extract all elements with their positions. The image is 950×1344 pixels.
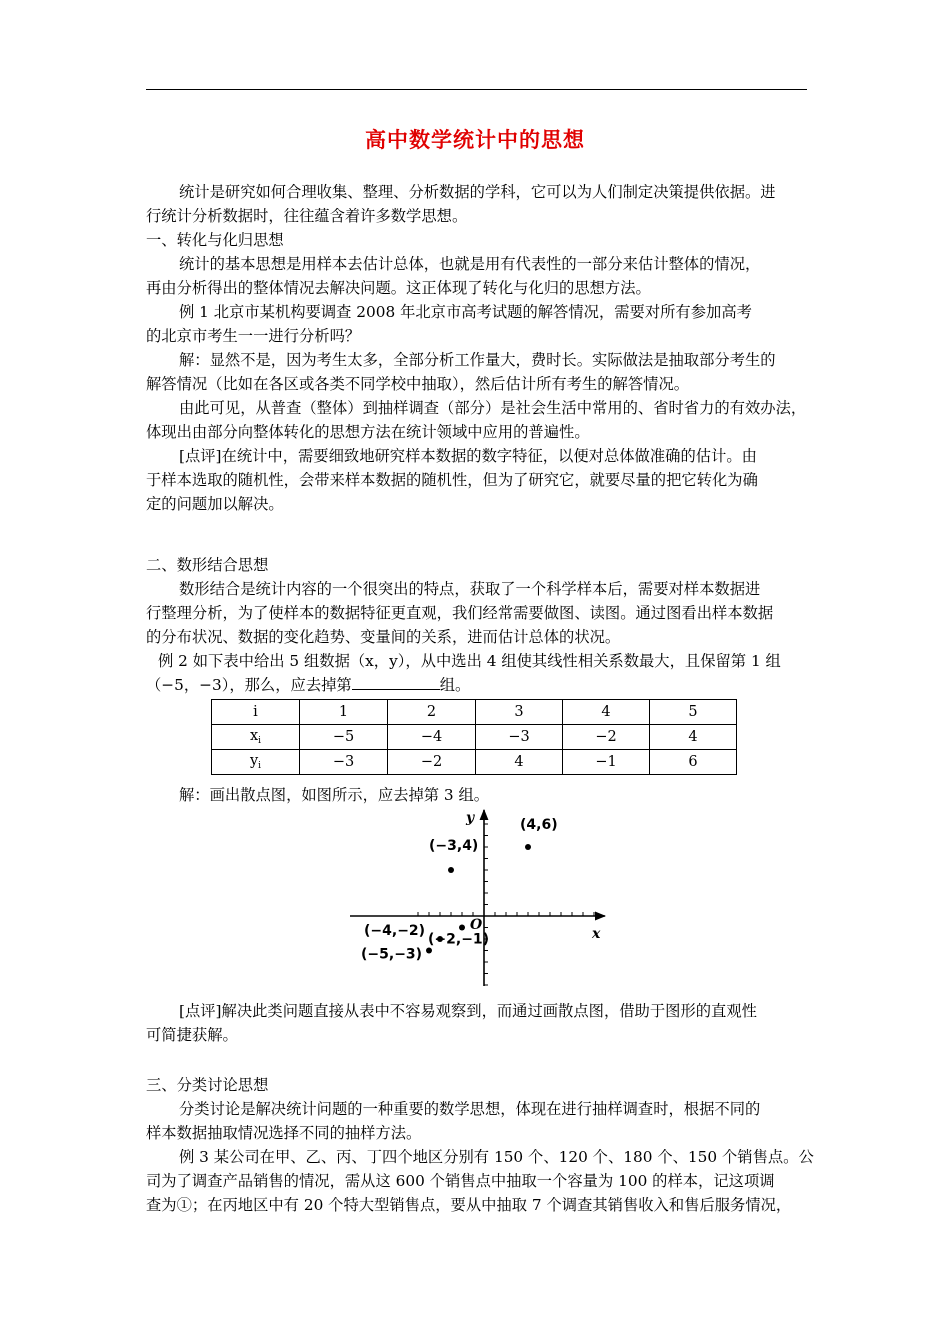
- section-3: [146, 1073, 814, 1217]
- table-row: [212, 700, 737, 725]
- table-cell: 2: [388, 700, 476, 725]
- table-header-cell: [212, 725, 300, 750]
- row-label-subscript: i: [258, 736, 262, 746]
- text-line: 行整理分析，为了使样本的数据特征更直观，我们经常需要做图、读图。通过图看出样本数据: [146, 604, 774, 622]
- text-line: 行统计分析数据时，往往蕴含着许多数学思想。: [146, 207, 468, 225]
- table-header-cell: [212, 750, 300, 775]
- row-label-subscript: i: [258, 761, 262, 771]
- table-cell: 3: [476, 700, 563, 725]
- comment-2-line: [点评]解决此类问题直接从表中不容易观察到，而通过画散点图，借助于图形的直观性: [179, 1002, 757, 1020]
- point-label: (−3,4): [429, 838, 479, 854]
- example-1-line: 的北京市考生一一进行分析吗？: [146, 327, 361, 345]
- table-cell: 1: [300, 700, 388, 725]
- table-row: [212, 725, 737, 750]
- example-2-text: 组。: [439, 676, 471, 694]
- origin-label: O: [470, 917, 483, 933]
- x-axis-label: x: [592, 926, 601, 942]
- point-label: (−5,−3): [361, 946, 423, 963]
- y-axis-label: y: [466, 810, 475, 826]
- scatter-point: [459, 925, 465, 931]
- section-2-heading: 二、数形结合思想: [146, 556, 269, 574]
- page-title: 高中数学统计中的思想: [365, 127, 585, 152]
- point-label: (−4,−2): [364, 923, 426, 939]
- scatter-point: [448, 867, 454, 873]
- table-cell: −4: [388, 725, 476, 750]
- example-2-line: [146, 673, 808, 697]
- solution-2-line: 解：画出散点图，如图所示，应去掉第 3 组。: [179, 786, 490, 804]
- point-label: (4,6): [520, 817, 558, 833]
- point-label: (−2,−1): [428, 931, 490, 948]
- scatter-point: [525, 844, 531, 850]
- row-label: y: [249, 753, 259, 769]
- table-cell: −2: [563, 725, 650, 750]
- section-2: [146, 553, 808, 697]
- scatter-point: [426, 948, 432, 954]
- table-cell: 6: [650, 750, 737, 775]
- table-cell: 4: [476, 750, 563, 775]
- answer-blank: [352, 673, 440, 690]
- row-label: x: [249, 728, 259, 744]
- section-3-heading: 三、分类讨论思想: [146, 1076, 269, 1094]
- table-cell: −3: [300, 750, 388, 775]
- text-line: 数形结合是统计内容的一个很突出的特点，获取了一个科学样本后，需要对样本数据进: [179, 580, 761, 598]
- text-line: 统计的基本思想是用样本去估计总体，也就是用有代表性的一部分来估计整体的情况，: [179, 255, 761, 273]
- intro-paragraph: [146, 180, 808, 516]
- text-line: 由此可见，从普查（整体）到抽样调查（部分）是社会生活中常用的、省时省力的有效办法，: [179, 399, 807, 417]
- scatter-plot: [340, 806, 620, 991]
- header-rule: [146, 89, 807, 90]
- table-cell: −3: [476, 725, 563, 750]
- text-line: 样本数据抽取情况选择不同的抽样方法。: [146, 1124, 422, 1142]
- example-3-line: 司为了调查产品销售的情况，需从这 600 个销售点中抽取一个容量为 100 的样本，记这项调: [146, 1172, 775, 1190]
- example-2-line: 例 2 如下表中给出 5 组数据（x，y），从中选出 4 组使其线性相关系数最大，且保留第 1 组: [158, 652, 781, 670]
- solution-2: [146, 783, 808, 807]
- example-2-text: （−5，−3），那么，应去掉第: [146, 676, 352, 694]
- text-line: 再由分析得出的整体情况去解决问题。这正体现了转化与化归的思想方法。: [146, 279, 651, 297]
- text-line: 体现出由部分向整体转化的思想方法在统计领域中应用的普遍性。: [146, 423, 590, 441]
- table-cell: −5: [300, 725, 388, 750]
- table-cell: −2: [388, 750, 476, 775]
- example-3-line: 例 3 某公司在甲、乙、丙、丁四个地区分别有 150 个、120 个、180 个、150 个销售点。公: [179, 1148, 814, 1166]
- table-cell: −1: [563, 750, 650, 775]
- scatter-points: [361, 817, 558, 963]
- comment-1-line: 于样本选取的随机性，会带来样本数据的随机性，但为了研究它，就要尽量的把它转化为确: [146, 471, 758, 489]
- text-line: 的分布状况、数据的变化趋势、变量间的关系，进而估计总体的状况。: [146, 628, 621, 646]
- data-table: [211, 699, 737, 775]
- comment-1-line: [点评]在统计中，需要细致地研究样本数据的数字特征，以便对总体做准确的估计。由: [179, 447, 757, 465]
- table-row: [212, 750, 737, 775]
- example-1-line: 例 1 北京市某机构要调查 2008 年北京市高考试题的解答情况，需要对所有参加高考: [179, 303, 752, 321]
- comment-2-line: 可简捷获解。: [146, 1026, 238, 1044]
- example-3-line: 查为①；在丙地区中有 20 个特大型销售点，要从中抽取 7 个调查其销售收入和售后服务情况，: [146, 1196, 792, 1214]
- table-cell: 4: [650, 725, 737, 750]
- text-line: 统计是研究如何合理收集、整理、分析数据的学科，它可以为人们制定决策提供依据。进: [179, 183, 776, 201]
- comment-1-line: 定的问题加以解决。: [146, 495, 284, 513]
- comment-2: [146, 999, 808, 1047]
- table-cell: 5: [650, 700, 737, 725]
- section-1-heading: 一、转化与化归思想: [146, 231, 284, 249]
- solution-1-line: 解答情况（比如在各区或各类不同学校中抽取），然后估计所有考生的解答情况。: [146, 375, 690, 393]
- solution-1-line: 解：显然不是，因为考生太多，全部分析工作量大，费时长。实际做法是抽取部分考生的: [179, 351, 776, 369]
- table-cell: 4: [563, 700, 650, 725]
- table-header-cell: i: [212, 700, 300, 725]
- text-line: 分类讨论是解决统计问题的一种重要的数学思想，体现在进行抽样调查时，根据不同的: [179, 1100, 761, 1118]
